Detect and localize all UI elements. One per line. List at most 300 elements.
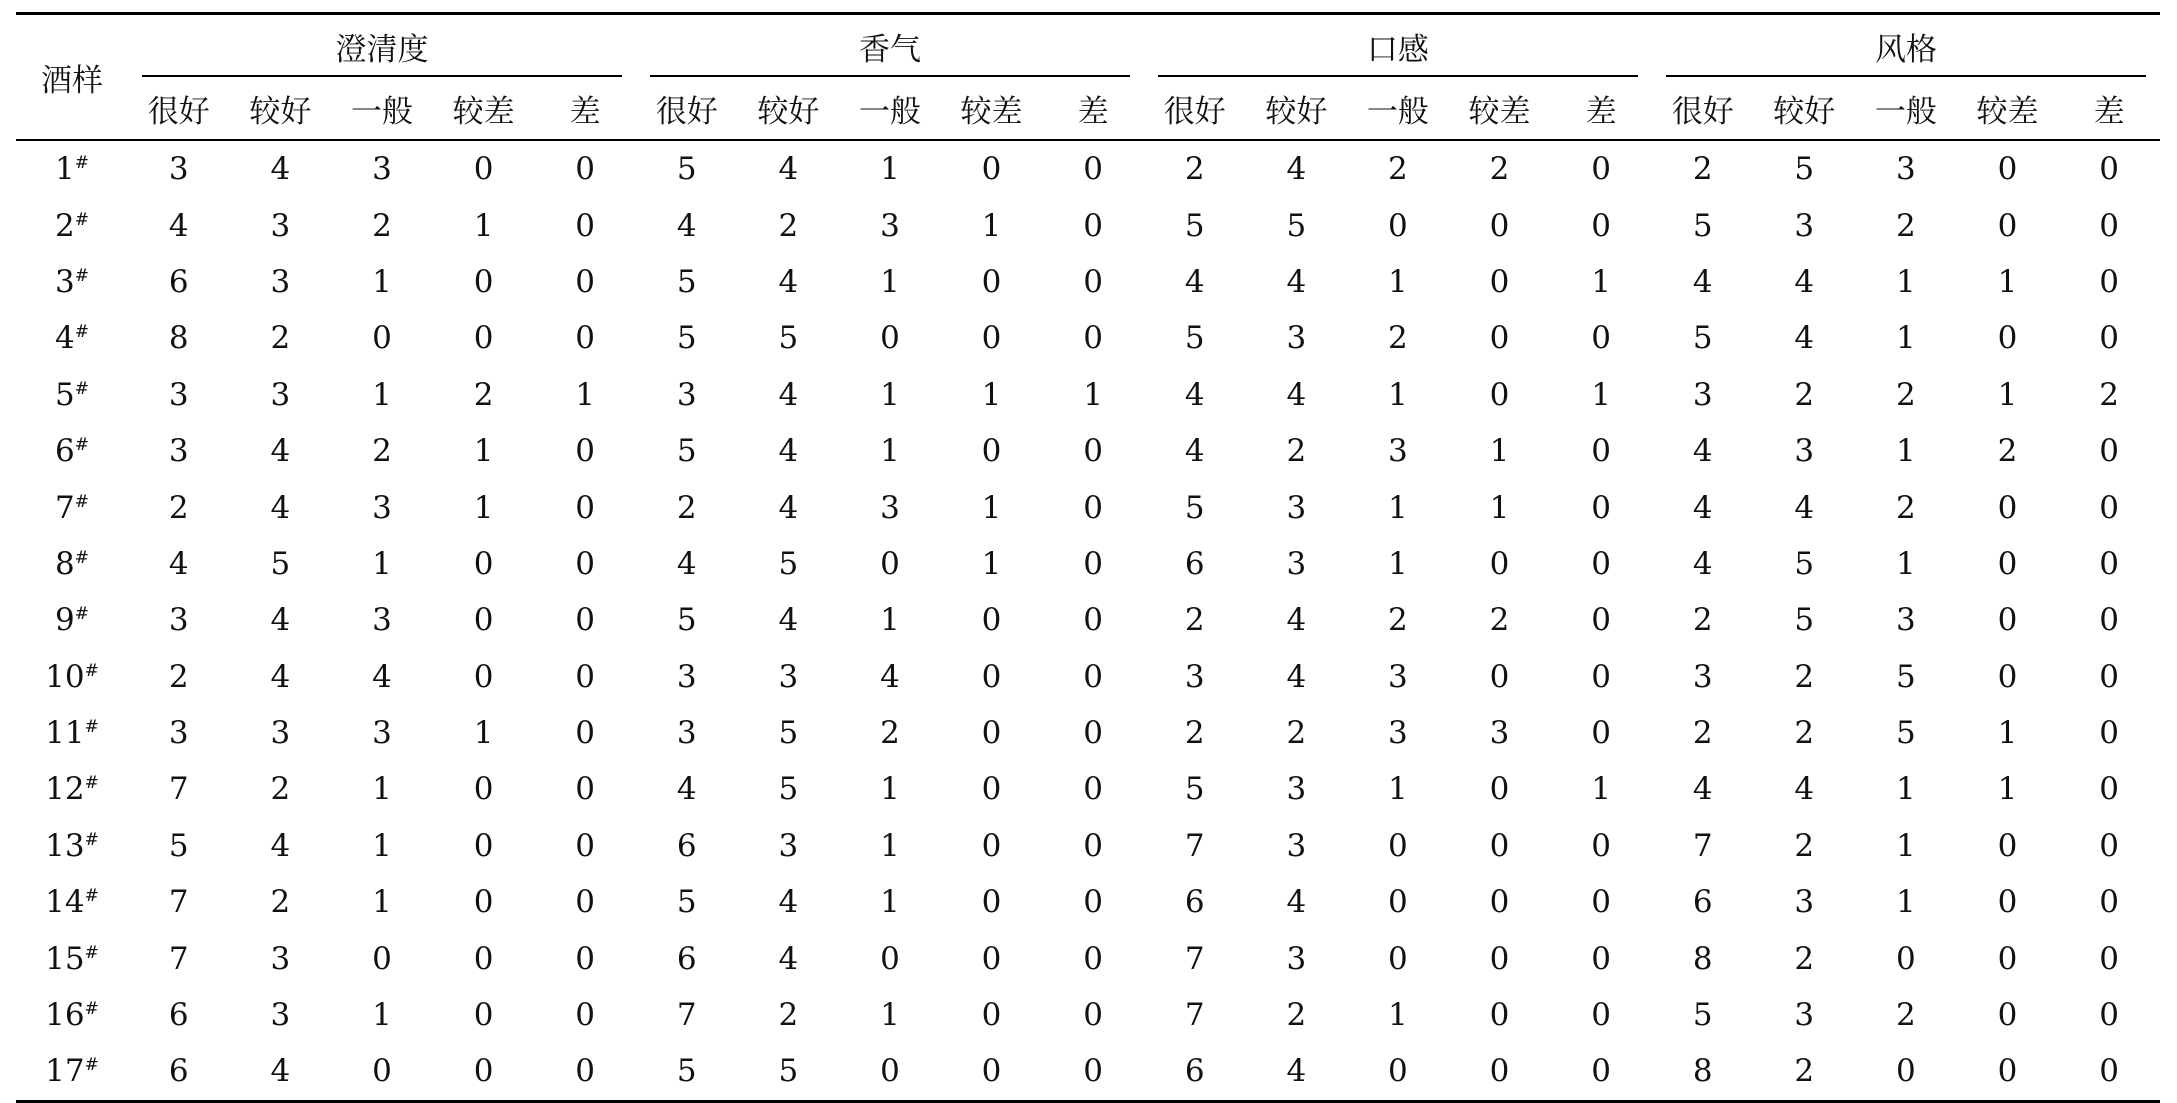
score-cell: 0 bbox=[2099, 263, 2119, 300]
score-cell: 0 bbox=[981, 940, 1002, 977]
score-cell: 5 bbox=[1794, 602, 1815, 639]
score-cell: 4 bbox=[1794, 489, 1815, 526]
score-cell: 1 bbox=[1997, 263, 2018, 300]
sample-number: 1 bbox=[55, 151, 75, 188]
sample-mark: # bbox=[74, 547, 89, 568]
sample-number: 8 bbox=[55, 545, 75, 582]
score-cell: 0 bbox=[981, 715, 1002, 752]
score-cell: 3 bbox=[880, 207, 900, 244]
score-cell: 7 bbox=[1184, 997, 1205, 1034]
score-cell: 0 bbox=[1489, 771, 1510, 808]
sample-mark: # bbox=[84, 1055, 99, 1076]
sample-number: 9 bbox=[55, 602, 75, 639]
score-cell: 8 bbox=[1652, 1043, 1754, 1101]
score-cell: 0 bbox=[2058, 1043, 2160, 1101]
score-cell: 4 bbox=[1246, 1043, 1348, 1101]
score-cell: 2 bbox=[168, 658, 189, 695]
score-cell: 1 bbox=[372, 263, 392, 300]
score-cell: 6 bbox=[1144, 1043, 1246, 1101]
sub-header-style-0: 很好 bbox=[1652, 77, 1754, 140]
sample-number: 7 bbox=[55, 489, 75, 526]
score-cell: 1 bbox=[1388, 376, 1408, 413]
score-cell: 3 bbox=[1286, 771, 1307, 808]
score-cell: 1 bbox=[981, 376, 1002, 413]
score-cell: 2 bbox=[473, 376, 494, 413]
score-cell: 0 bbox=[1591, 997, 1611, 1034]
score-cell: 0 bbox=[1083, 151, 1103, 188]
sample-cell bbox=[16, 536, 128, 592]
score-cell: 4 bbox=[270, 658, 291, 695]
score-cell: 0 bbox=[473, 320, 494, 357]
score-cell: 7 bbox=[168, 771, 189, 808]
sub-header-style-1: 较好 bbox=[1754, 77, 1856, 140]
table-row bbox=[16, 254, 2160, 310]
score-cell: 5 bbox=[778, 715, 799, 752]
score-cell: 1 bbox=[981, 545, 1002, 582]
sample-cell bbox=[16, 479, 128, 535]
sample-mark: # bbox=[74, 265, 89, 286]
sub-header-aroma-4: 差 bbox=[1042, 77, 1144, 140]
score-cell: 0 bbox=[981, 771, 1002, 808]
score-cell: 5 bbox=[270, 545, 291, 582]
score-cell: 5 bbox=[636, 1043, 738, 1101]
sub-header-clarity-0: 很好 bbox=[128, 77, 230, 140]
group-header-aroma: 香气 bbox=[636, 14, 1144, 78]
score-cell: 2 bbox=[1489, 602, 1510, 639]
sub-header-taste-4: 差 bbox=[1550, 77, 1652, 140]
score-cell: 0 bbox=[1347, 1043, 1449, 1101]
score-cell: 0 bbox=[575, 658, 596, 695]
score-cell: 3 bbox=[168, 602, 189, 639]
score-cell: 3 bbox=[168, 151, 189, 188]
score-cell: 0 bbox=[1449, 1043, 1551, 1101]
sample-mark: # bbox=[74, 209, 89, 230]
score-cell: 5 bbox=[1692, 997, 1713, 1034]
score-cell: 3 bbox=[1692, 376, 1713, 413]
table-row bbox=[16, 310, 2160, 366]
score-cell: 0 bbox=[880, 320, 900, 357]
score-cell: 0 bbox=[2099, 658, 2119, 695]
score-cell: 1 bbox=[372, 771, 392, 808]
score-cell: 0 bbox=[880, 940, 900, 977]
sample-mark: # bbox=[74, 322, 89, 343]
score-cell: 4 bbox=[1692, 545, 1713, 582]
score-cell: 1 bbox=[1896, 827, 1916, 864]
score-cell: 5 bbox=[1184, 771, 1205, 808]
sub-header-clarity-2: 一般 bbox=[331, 77, 433, 140]
sample-mark: # bbox=[74, 435, 89, 456]
score-cell: 3 bbox=[168, 433, 189, 470]
sample-number: 14 bbox=[45, 884, 85, 921]
score-cell: 2 bbox=[270, 884, 291, 921]
sample-cell bbox=[16, 987, 128, 1043]
score-cell: 2 bbox=[778, 207, 799, 244]
sample-mark: # bbox=[74, 153, 89, 174]
score-cell: 4 bbox=[1184, 376, 1205, 413]
score-cell: 5 bbox=[168, 827, 189, 864]
score-cell: 1 bbox=[1997, 771, 2018, 808]
score-cell: 5 bbox=[676, 602, 697, 639]
sample-cell bbox=[16, 310, 128, 366]
score-cell: 0 bbox=[1388, 884, 1408, 921]
score-cell: 0 bbox=[473, 771, 494, 808]
score-cell: 0 bbox=[941, 1043, 1043, 1101]
score-cell: 4 bbox=[778, 433, 799, 470]
score-cell: 0 bbox=[534, 1043, 636, 1101]
score-cell: 0 bbox=[1083, 433, 1103, 470]
score-cell: 4 bbox=[372, 658, 392, 695]
score-cell: 5 bbox=[676, 433, 697, 470]
score-cell: 5 bbox=[778, 771, 799, 808]
score-cell: 3 bbox=[880, 489, 900, 526]
score-cell: 4 bbox=[1794, 263, 1815, 300]
score-cell: 5 bbox=[1794, 545, 1815, 582]
score-cell: 2 bbox=[1692, 602, 1713, 639]
score-cell: 2 bbox=[1184, 715, 1205, 752]
score-cell: 5 bbox=[676, 151, 697, 188]
score-cell: 7 bbox=[168, 884, 189, 921]
score-cell: 2 bbox=[1754, 1043, 1856, 1101]
score-cell: 1 bbox=[1896, 545, 1916, 582]
score-cell: 0 bbox=[1083, 207, 1103, 244]
score-cell: 4 bbox=[778, 940, 799, 977]
score-cell: 2 bbox=[1794, 658, 1815, 695]
score-cell: 6 bbox=[168, 997, 189, 1034]
score-cell: 0 bbox=[2099, 602, 2119, 639]
score-cell: 4 bbox=[1286, 658, 1307, 695]
score-cell: 0 bbox=[1083, 263, 1103, 300]
score-cell: 0 bbox=[1083, 658, 1103, 695]
score-cell: 1 bbox=[473, 433, 494, 470]
score-cell: 3 bbox=[778, 658, 799, 695]
score-cell: 0 bbox=[1591, 940, 1611, 977]
score-cell: 7 bbox=[1692, 827, 1713, 864]
score-cell: 2 bbox=[1489, 151, 1510, 188]
score-cell: 0 bbox=[1489, 884, 1510, 921]
score-cell: 1 bbox=[473, 489, 494, 526]
score-cell: 0 bbox=[2099, 715, 2119, 752]
score-cell: 1 bbox=[880, 151, 900, 188]
score-cell: 2 bbox=[1388, 602, 1408, 639]
sample-number: 2 bbox=[55, 207, 75, 244]
score-cell: 3 bbox=[1692, 658, 1713, 695]
score-cell: 0 bbox=[1083, 997, 1103, 1034]
score-cell: 5 bbox=[1692, 207, 1713, 244]
score-cell: 0 bbox=[1388, 940, 1408, 977]
sample-cell bbox=[16, 705, 128, 761]
score-cell: 2 bbox=[1997, 433, 2018, 470]
score-cell: 0 bbox=[575, 715, 596, 752]
score-cell: 0 bbox=[981, 658, 1002, 695]
score-cell: 3 bbox=[168, 376, 189, 413]
score-cell: 0 bbox=[1591, 715, 1611, 752]
score-cell: 5 bbox=[1896, 715, 1916, 752]
score-cell: 0 bbox=[331, 1043, 433, 1101]
score-table-container bbox=[16, 12, 2160, 1103]
score-cell: 1 bbox=[880, 263, 900, 300]
sub-header-style-2: 一般 bbox=[1855, 77, 1957, 140]
score-cell: 0 bbox=[1591, 433, 1611, 470]
score-cell: 4 bbox=[168, 545, 189, 582]
score-cell: 4 bbox=[778, 602, 799, 639]
score-cell: 6 bbox=[1184, 545, 1205, 582]
score-cell: 2 bbox=[270, 320, 291, 357]
sample-number: 4 bbox=[55, 320, 75, 357]
score-cell: 0 bbox=[1489, 263, 1510, 300]
score-cell: 0 bbox=[1997, 602, 2018, 639]
score-cell: 4 bbox=[1184, 263, 1205, 300]
score-cell: 3 bbox=[1896, 151, 1916, 188]
sample-mark: # bbox=[84, 773, 99, 794]
sample-cell bbox=[16, 761, 128, 817]
score-cell: 4 bbox=[1692, 489, 1713, 526]
score-cell: 4 bbox=[1286, 263, 1307, 300]
score-cell: 0 bbox=[1083, 715, 1103, 752]
score-cell: 0 bbox=[372, 320, 392, 357]
score-cell: 4 bbox=[778, 151, 799, 188]
score-cell: 5 bbox=[1692, 320, 1713, 357]
score-cell: 0 bbox=[1997, 207, 2018, 244]
score-cell: 0 bbox=[2099, 940, 2119, 977]
score-cell: 0 bbox=[1083, 884, 1103, 921]
sub-header-aroma-3: 较差 bbox=[941, 77, 1043, 140]
score-cell: 4 bbox=[880, 658, 900, 695]
sub-header-clarity-3: 较差 bbox=[433, 77, 535, 140]
score-cell: 0 bbox=[575, 545, 596, 582]
score-cell: 5 bbox=[676, 263, 697, 300]
sample-cell bbox=[16, 649, 128, 705]
score-cell: 2 bbox=[1896, 489, 1916, 526]
table-row bbox=[16, 874, 2160, 930]
score-cell: 0 bbox=[1855, 1043, 1957, 1101]
score-cell: 0 bbox=[2099, 997, 2119, 1034]
score-cell: 4 bbox=[1692, 433, 1713, 470]
score-cell: 1 bbox=[981, 489, 1002, 526]
score-cell: 1 bbox=[1489, 489, 1510, 526]
score-cell: 3 bbox=[1388, 715, 1408, 752]
score-cell: 3 bbox=[372, 151, 392, 188]
score-cell: 5 bbox=[1184, 320, 1205, 357]
score-cell: 4 bbox=[676, 207, 697, 244]
score-cell: 4 bbox=[676, 545, 697, 582]
score-cell: 0 bbox=[433, 1043, 535, 1101]
score-cell: 3 bbox=[1794, 207, 1815, 244]
score-cell: 7 bbox=[1184, 827, 1205, 864]
sample-mark: # bbox=[74, 378, 89, 399]
sample-mark: # bbox=[74, 604, 89, 625]
score-cell: 0 bbox=[575, 940, 596, 977]
score-cell: 0 bbox=[575, 433, 596, 470]
score-cell: 1 bbox=[1896, 884, 1916, 921]
score-cell: 0 bbox=[575, 489, 596, 526]
score-cell: 0 bbox=[1042, 1043, 1144, 1101]
score-cell: 0 bbox=[981, 884, 1002, 921]
score-cell: 6 bbox=[676, 827, 697, 864]
score-cell: 2 bbox=[1794, 940, 1815, 977]
score-cell: 0 bbox=[1591, 151, 1611, 188]
score-cell: 3 bbox=[1286, 320, 1307, 357]
score-cell: 1 bbox=[880, 433, 900, 470]
score-cell: 1 bbox=[1896, 263, 1916, 300]
score-cell: 3 bbox=[778, 827, 799, 864]
sub-header-taste-1: 较好 bbox=[1246, 77, 1348, 140]
score-cell: 8 bbox=[1692, 940, 1713, 977]
table-row bbox=[16, 479, 2160, 535]
score-cell: 0 bbox=[575, 602, 596, 639]
group-header-clarity: 澄清度 bbox=[128, 14, 636, 78]
score-cell: 6 bbox=[168, 263, 189, 300]
score-cell: 3 bbox=[1794, 997, 1815, 1034]
score-cell: 0 bbox=[1489, 997, 1510, 1034]
score-cell: 0 bbox=[1083, 320, 1103, 357]
score-cell: 3 bbox=[270, 207, 291, 244]
score-cell: 1 bbox=[1896, 433, 1916, 470]
score-cell: 3 bbox=[168, 715, 189, 752]
score-cell: 0 bbox=[1997, 940, 2018, 977]
score-cell: 4 bbox=[230, 1043, 332, 1101]
score-cell: 3 bbox=[676, 658, 697, 695]
score-cell: 4 bbox=[1286, 602, 1307, 639]
score-cell: 0 bbox=[1388, 207, 1408, 244]
score-cell: 4 bbox=[270, 433, 291, 470]
score-cell: 4 bbox=[1794, 320, 1815, 357]
score-cell: 3 bbox=[676, 715, 697, 752]
table-row bbox=[16, 818, 2160, 874]
score-cell: 0 bbox=[473, 658, 494, 695]
score-cell: 0 bbox=[1997, 320, 2018, 357]
score-cell: 1 bbox=[880, 602, 900, 639]
score-cell: 1 bbox=[880, 771, 900, 808]
score-cell: 0 bbox=[981, 602, 1002, 639]
score-cell: 0 bbox=[1591, 545, 1611, 582]
score-cell: 0 bbox=[473, 827, 494, 864]
score-cell: 4 bbox=[1794, 771, 1815, 808]
score-cell: 0 bbox=[575, 827, 596, 864]
sample-cell bbox=[16, 930, 128, 986]
sub-header-taste-2: 一般 bbox=[1347, 77, 1449, 140]
score-cell: 2 bbox=[168, 489, 189, 526]
score-cell: 1 bbox=[1591, 263, 1611, 300]
score-cell: 0 bbox=[981, 263, 1002, 300]
score-cell: 1 bbox=[372, 545, 392, 582]
sample-column-header: 酒样 bbox=[16, 14, 128, 141]
sub-header-taste-3: 较差 bbox=[1449, 77, 1551, 140]
group-header-style: 风格 bbox=[1652, 14, 2160, 78]
sub-header-clarity-1: 较好 bbox=[230, 77, 332, 140]
score-cell: 4 bbox=[270, 151, 291, 188]
score-cell: 0 bbox=[1489, 827, 1510, 864]
score-cell: 6 bbox=[1692, 884, 1713, 921]
score-cell: 3 bbox=[270, 997, 291, 1034]
sample-number: 15 bbox=[45, 940, 85, 977]
score-cell: 4 bbox=[1286, 884, 1307, 921]
score-cell: 3 bbox=[1184, 658, 1205, 695]
sample-cell bbox=[16, 254, 128, 310]
score-cell: 0 bbox=[473, 151, 494, 188]
score-cell: 0 bbox=[1083, 827, 1103, 864]
score-cell: 4 bbox=[778, 884, 799, 921]
score-cell: 7 bbox=[676, 997, 697, 1034]
sample-cell bbox=[16, 818, 128, 874]
score-cell: 0 bbox=[981, 827, 1002, 864]
table-row bbox=[16, 930, 2160, 986]
score-cell: 0 bbox=[473, 884, 494, 921]
sample-number: 3 bbox=[55, 263, 75, 300]
score-cell: 5 bbox=[676, 884, 697, 921]
score-cell: 3 bbox=[372, 602, 392, 639]
score-cell: 0 bbox=[1591, 602, 1611, 639]
score-cell: 6 bbox=[676, 940, 697, 977]
score-cell: 4 bbox=[778, 263, 799, 300]
score-cell: 2 bbox=[372, 207, 392, 244]
score-cell: 2 bbox=[1286, 997, 1307, 1034]
table-row bbox=[16, 423, 2160, 479]
score-cell: 2 bbox=[2099, 376, 2119, 413]
sub-header-aroma-1: 较好 bbox=[738, 77, 840, 140]
score-cell: 0 bbox=[1591, 827, 1611, 864]
score-cell: 0 bbox=[1591, 207, 1611, 244]
score-cell: 8 bbox=[168, 320, 189, 357]
score-cell: 2 bbox=[778, 997, 799, 1034]
score-cell: 0 bbox=[575, 320, 596, 357]
score-cell: 2 bbox=[1692, 715, 1713, 752]
table-row bbox=[16, 705, 2160, 761]
sample-mark: # bbox=[84, 886, 99, 907]
score-cell: 2 bbox=[1184, 151, 1205, 188]
score-cell: 1 bbox=[1388, 545, 1408, 582]
score-cell: 0 bbox=[1489, 376, 1510, 413]
score-cell: 2 bbox=[1794, 827, 1815, 864]
table-row bbox=[16, 592, 2160, 648]
sample-cell bbox=[16, 197, 128, 253]
score-cell: 3 bbox=[1286, 489, 1307, 526]
score-cell: 2 bbox=[1286, 715, 1307, 752]
score-cell: 2 bbox=[1794, 376, 1815, 413]
score-cell: 0 bbox=[1997, 151, 2018, 188]
table-row bbox=[16, 987, 2160, 1043]
table-body bbox=[16, 140, 2160, 1101]
score-cell: 1 bbox=[880, 827, 900, 864]
sub-header-row bbox=[16, 77, 2160, 140]
score-cell: 1 bbox=[1896, 771, 1916, 808]
score-cell: 1 bbox=[1388, 997, 1408, 1034]
sample-number: 11 bbox=[45, 715, 85, 752]
sample-number: 16 bbox=[45, 997, 85, 1034]
score-cell: 2 bbox=[270, 771, 291, 808]
score-cell: 4 bbox=[1692, 263, 1713, 300]
score-cell: 1 bbox=[1896, 320, 1916, 357]
table-row bbox=[16, 367, 2160, 423]
sample-number: 6 bbox=[55, 433, 75, 470]
score-cell: 4 bbox=[1184, 433, 1205, 470]
score-cell: 2 bbox=[1184, 602, 1205, 639]
score-cell: 0 bbox=[1591, 489, 1611, 526]
score-cell: 0 bbox=[2099, 320, 2119, 357]
group-header-taste: 口感 bbox=[1144, 14, 1652, 78]
score-cell: 0 bbox=[1083, 545, 1103, 582]
score-cell: 3 bbox=[1794, 884, 1815, 921]
score-cell: 1 bbox=[473, 715, 494, 752]
score-cell: 0 bbox=[1083, 489, 1103, 526]
score-cell: 0 bbox=[575, 151, 596, 188]
score-cell: 2 bbox=[1896, 997, 1916, 1034]
table-row bbox=[16, 140, 2160, 197]
score-cell: 0 bbox=[473, 602, 494, 639]
score-cell: 3 bbox=[270, 715, 291, 752]
sub-header-style-4: 差 bbox=[2058, 77, 2160, 140]
score-cell: 2 bbox=[1794, 715, 1815, 752]
score-cell: 4 bbox=[168, 207, 189, 244]
